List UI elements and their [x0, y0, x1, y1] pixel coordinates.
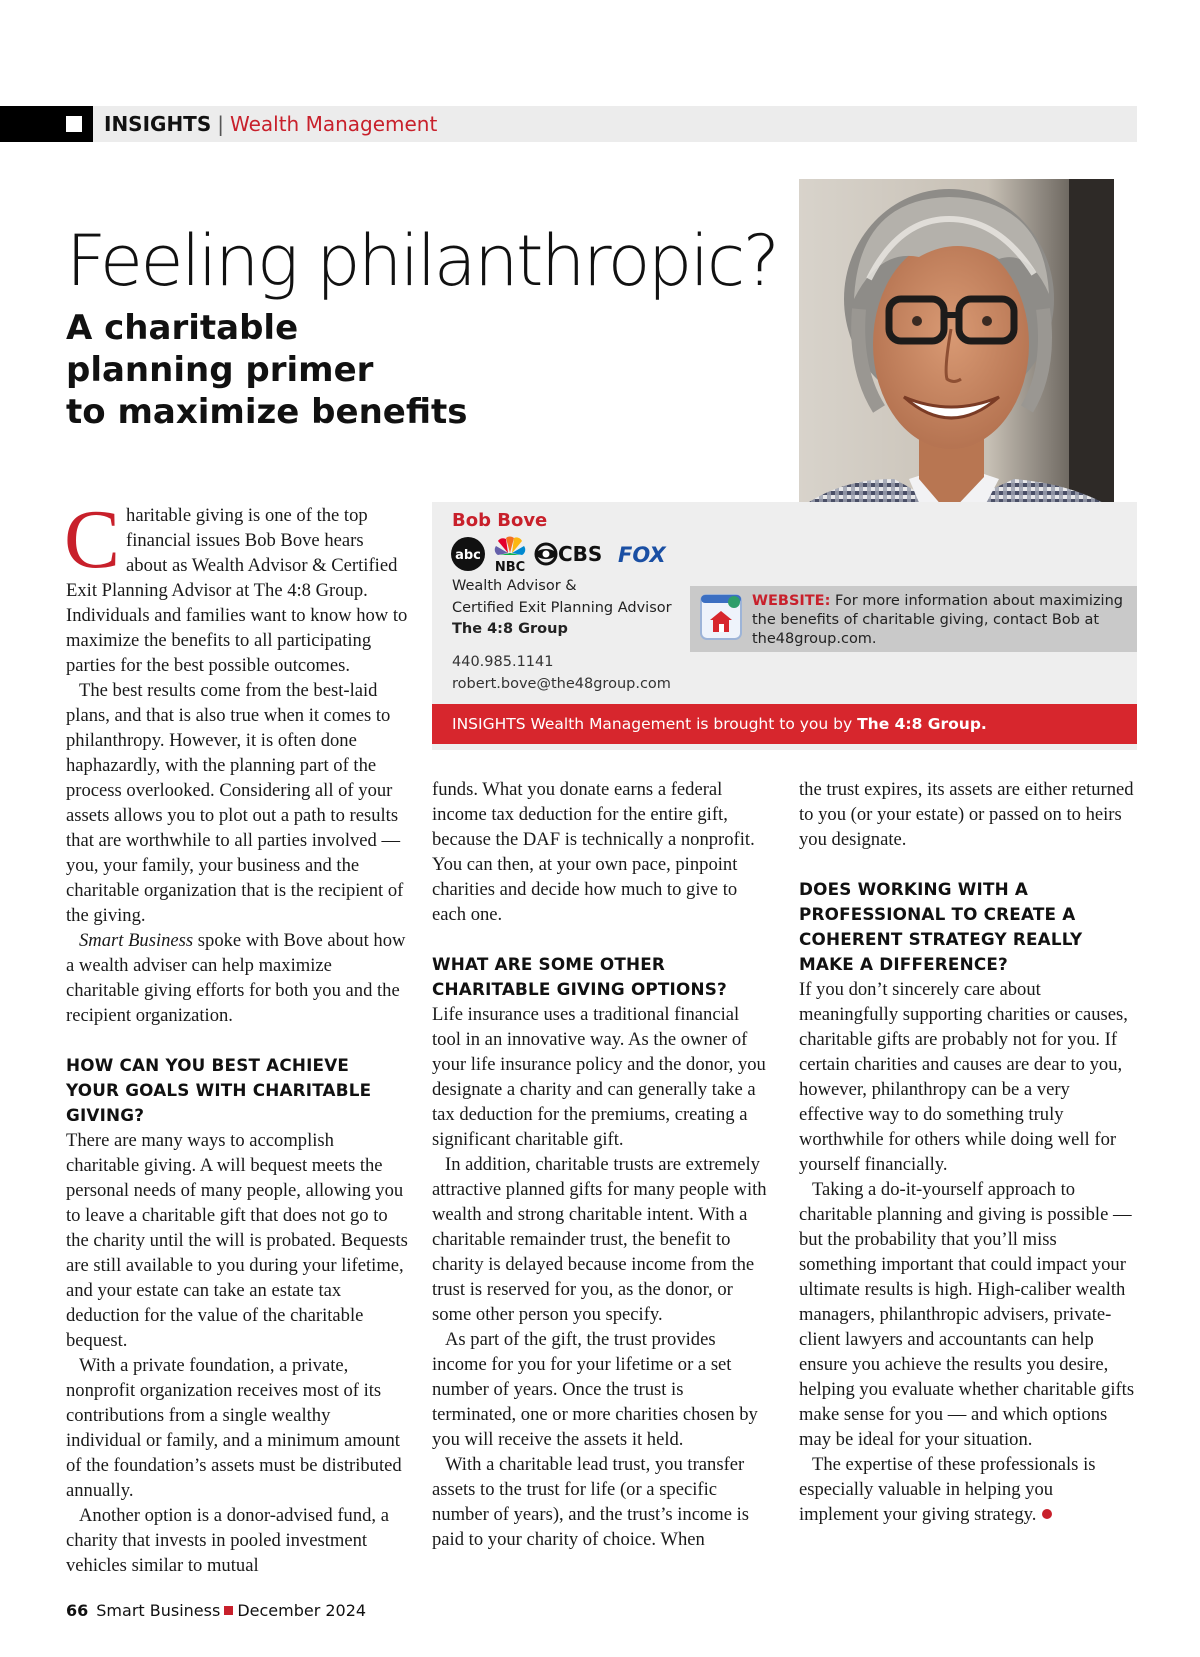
body-paragraph: If you don’t sincerely care about meaningfully supporting charities or causes, charitable gifts are probably not for you. If certain charities and causes are dear to you, however, philanthropy can be a very effective way to do something truly worthwhile for others while doing well for yourself financially. — [799, 979, 1128, 1175]
article-column-3 — [799, 777, 1137, 1527]
sponsor-bar — [432, 704, 1137, 744]
cbs-eye-logo-icon — [536, 542, 602, 566]
end-mark-icon — [1042, 1509, 1052, 1519]
body-paragraph: the trust expires, its assets are either returned to you (or your estate) or passed on to heirs you designate. — [799, 779, 1134, 850]
deck-line: A charitable — [66, 308, 299, 348]
body-paragraph: Charitable giving is one of the top financial issues Bob Bove hears about as Wealth Advisor & Certified Exit Planning Advisor at The 4:8 Group. Individuals and families want to know how to maximize the benefits to all participating parties for the best possible outcomes. — [64, 493, 408, 676]
svg-text:abc: abc — [455, 548, 481, 563]
page-number: 66 — [66, 1601, 89, 1620]
publication-mention: Smart Business — [79, 930, 194, 951]
abc-logo-icon — [451, 537, 485, 571]
body-paragraph: With a charitable lead trust, you transfer assets to the trust for life (or a specific number of years), and the trust’s income is paid to your charity of choice. When — [432, 1454, 750, 1550]
author-contact — [452, 652, 671, 695]
author-email[interactable]: robert.bove@the48group.com — [452, 675, 671, 692]
author-title-line: Certified Exit Planning Advisor — [452, 599, 672, 616]
body-paragraph: Another option is a donor-advised fund, a charity that invests in pooled investment vehicles similar to mutual — [66, 1505, 389, 1576]
nbc-logo-icon — [495, 536, 526, 573]
sponsor-text: INSIGHTS Wealth Management is brought to you by — [452, 715, 853, 733]
header-square-icon — [66, 116, 82, 132]
page-footer — [66, 1601, 366, 1620]
body-paragraph: funds. What you donate earns a federal income tax deduction for the entire gift, because the DAF is technically a nonprofit. You can then, at your own pace, pinpoint charities and decide how much to give to each one. — [432, 779, 755, 925]
website-house-icon — [700, 594, 744, 642]
body-paragraph: The expertise of these professionals is especially valuable in helping you implement your giving strategy. — [799, 1454, 1096, 1525]
author-name: Bob Bove — [452, 510, 548, 531]
issue-date: December 2024 — [237, 1601, 367, 1620]
body-paragraph: With a private foundation, a private, nonprofit organization receives most of its contributions from a single wealthy individual or family, and a minimum amount of the foundation’s assets must be distributed annually. — [66, 1355, 402, 1501]
section-name: INSIGHTS — [104, 112, 212, 136]
section-separator: | — [217, 112, 224, 136]
subsection-name: Wealth Management — [229, 112, 438, 136]
author-info-box — [432, 502, 1137, 750]
website-callout — [690, 586, 1137, 652]
article-column-2 — [432, 777, 772, 1552]
body-paragraph: Life insurance uses a traditional financial tool in an innovative way. As the owner of your life insurance policy and the donor, you designate a charity and can generally take a tax deduction for the premiums, creating a significant charitable gift. — [432, 1004, 766, 1150]
body-paragraph: There are many ways to accomplish charitable giving. A will bequest meets the personal needs of many people, allowing you to leave a charitable gift that does not go to the charity until the will is probated. Bequests are still available to you during your lifetime, and your estate can take an estate tax deduction for the value of the charitable bequest. — [66, 1130, 408, 1351]
deck-line: to maximize benefits — [66, 392, 468, 432]
website-text-block — [752, 592, 1132, 649]
body-paragraph: Smart Business spoke with Bove about how a wealth adviser can help maximize charitable giving efforts for both you and the recipient organization. — [66, 930, 406, 1026]
footer-square-icon — [224, 1606, 233, 1615]
svg-text:CBS: CBS — [558, 542, 603, 566]
svg-text:FOX: FOX — [618, 543, 666, 567]
website-description: For more information about maximizing the benefits of charitable giving, contact Bob at the48group.com. — [752, 593, 1123, 647]
author-company: The 4:8 Group — [452, 621, 568, 637]
section-label — [104, 112, 437, 136]
article-headline: Feeling philanthropic? — [66, 220, 778, 302]
section-header-bar — [0, 106, 1137, 142]
deck-line: planning primer — [66, 350, 374, 390]
author-title — [452, 576, 672, 641]
body-paragraph: Taking a do-it-yourself approach to charitable planning and giving is possible — but the probability that you’ll miss something important that could impact your ultimate results is high. High-caliber wealth managers, philanthropic advisers, private-client lawyers and accountants can help ensure you achieve the results you desire, helping you evaluate whether charitable gifts make sense for you — and which options may be ideal for your situation. — [799, 1179, 1135, 1450]
author-phone[interactable]: 440.985.1141 — [452, 654, 554, 670]
body-paragraph: As part of the gift, the trust provides income for you for your lifetime or a set number of years. Once the trust is terminated, one or more charities chosen by you will receive the assets it held. — [432, 1329, 758, 1450]
article-deck — [66, 307, 486, 433]
body-paragraph: In addition, charitable trusts are extremely attractive planned gifts for many people with wealth and strong charitable intent. With a charitable remainder trust, the benefit to charity is delayed because income from the trust is reserved for you, as the donor, or some other person you specify. — [432, 1154, 767, 1325]
section-heading: DOES WORKING WITH A PROFESSIONAL TO CREATE A COHERENT STRATEGY REALLY MAKE A DIFFERENCE? — [799, 879, 1083, 974]
drop-cap: C — [64, 493, 121, 586]
header-black-block — [0, 106, 93, 142]
sponsor-name: The 4:8 Group. — [857, 715, 987, 733]
publication-name: Smart Business — [96, 1601, 221, 1620]
svg-text:NBC: NBC — [494, 560, 526, 573]
body-paragraph: The best results come from the best-laid plans, and that is also true when it comes to philanthropy. However, it is often done haphazardly, with the planning part of the process overlooked. Considering all of your assets allows you to plot out a path to results that are worthwhile to all parties involved — you, your family, your business and the charitable organization that is the recipient of the giving. — [66, 680, 404, 926]
section-heading: WHAT ARE SOME OTHER CHARITABLE GIVING OPTIONS? — [432, 954, 727, 999]
author-title-line: Wealth Advisor & — [452, 578, 577, 594]
fox-logo-icon — [618, 543, 667, 567]
article-column-1 — [64, 493, 408, 1578]
section-heading: HOW CAN YOU BEST ACHIEVE YOUR GOALS WITH CHARITABLE GIVING? — [66, 1055, 372, 1125]
media-logos — [450, 535, 690, 573]
website-label: WEBSITE: — [752, 593, 831, 609]
